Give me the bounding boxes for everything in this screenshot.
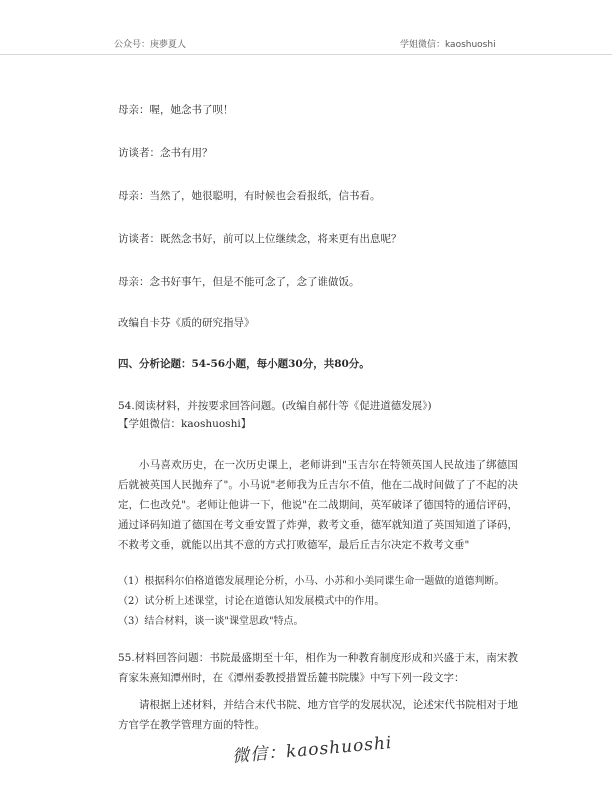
dialogue-line-5: 母亲：念书好事午，但是不能可念了，念了谁做饭。 xyxy=(118,276,360,288)
header-left-text: 公众号：庚夢夏人 xyxy=(114,40,187,50)
dialogue-line-4: 访谈者：既然念书好，前可以上位继续念，将来更有出息呢？ xyxy=(118,233,402,245)
watermark-text: 微信：kaoshuoshi xyxy=(231,733,394,767)
q54-prompt: 54.阅读材料，并按要求回答问题。(改编自郝什等《促进道德发展》) xyxy=(118,400,432,412)
section-title: 四、分析论题：54-56小题，每小题30分，共80分。 xyxy=(118,358,370,370)
q54-option-3: （3）结合材料，谈一谈"课堂思政"特点。 xyxy=(118,616,304,627)
dialogue-line-3: 母亲：当然了，她很聪明，有时候也会看报纸，信书看。 xyxy=(118,190,381,202)
q55-prompt: 55.材料回答问题：书院最盛期至十年，相作为一种教育制度形成和兴盛于末，南宋教育家朱熹知潭州时，在《潭州委教授措置岳麓书院牒》中写下列一段文字： xyxy=(118,652,518,684)
q54-option-1: （1）根据科尔伯格道德发展理论分析，小马、小苏和小美同谍生命一题做的道德判断。 xyxy=(118,576,505,587)
q54-material-paragraph: 小马喜欢历史，在一次历史课上，老师讲到"玉吉尔在特领英国人民故违了绑德国后就被英国人民抛弃了"。小马说"老师我为丘吉尔不值，他在二战时间做了了不起的决定，仁也改兑"。老师让他讲一下，他说"在二战期间，英军破译了德国特的通信评码，通过译码知道了德国在考文垂安置了炸弹，救考文垂，德军就知道了英国知道了译码，不救考文垂，就能以出其不意的方式打败德军，最后丘吉尔决定不救考文垂" xyxy=(118,459,518,551)
source-note: 改编自卡芬《质的研究指导》 xyxy=(118,317,255,329)
header-right-text: 学姐微信：kaoshuoshi xyxy=(400,40,496,50)
q54-wechat: 【学姐微信：kaoshuoshi】 xyxy=(118,418,252,430)
q54-option-2: （2）试分析上述课堂，讨论在道德认知发展模式中的作用。 xyxy=(118,596,385,607)
dialogue-line-2: 访谈者：念书有用？ xyxy=(118,147,213,159)
dialogue-line-1: 母亲：喔，她念书了呗！ xyxy=(118,104,234,116)
q55-task: 请根据上述材料，并结合末代书院、地方官学的发展状况，论述宋代书院相对于地方官学在教学管理方面的特性。 xyxy=(118,699,518,731)
page-header xyxy=(0,34,612,55)
